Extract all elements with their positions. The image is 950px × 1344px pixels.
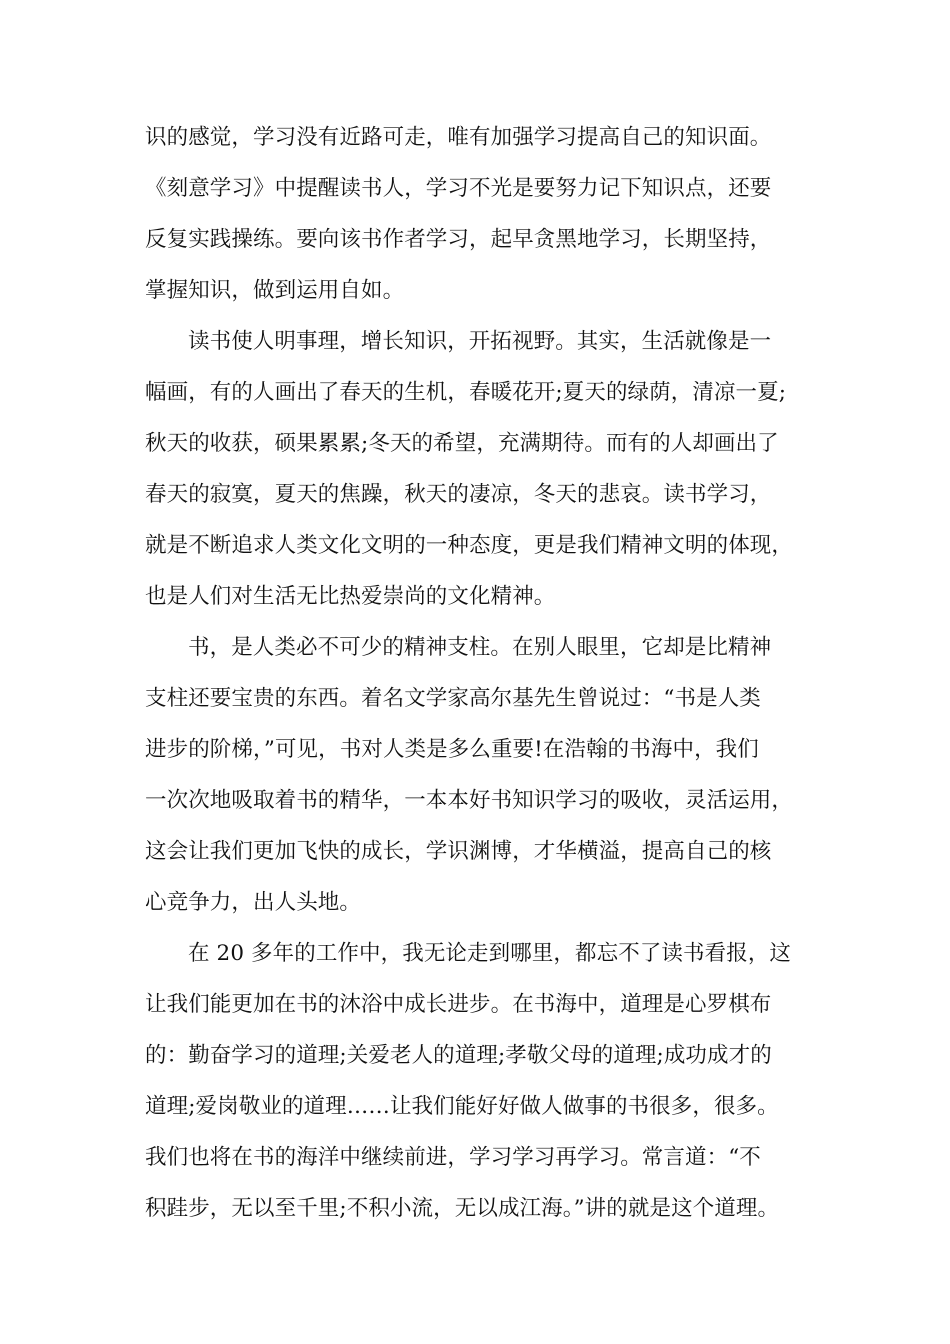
text-line: 幅画，有的人画出了春天的生机，春暖花开;夏天的绿荫，清凉一夏; [145, 380, 787, 405]
text-line: 秋天的收获，硕果累累;冬天的希望，充满期待。而有的人却画出了 [145, 431, 779, 456]
text-line: 进步的阶梯，”可见，书对人类是多么重要!在浩翰的书海中，我们 [145, 737, 759, 762]
text-line: 心竞争力，出人头地。 [145, 890, 362, 915]
text-line: 也是人们对生活无比热爱崇尚的文化精神。 [145, 584, 556, 609]
text-line: 积跬步，无以至千里;不积小流，无以成江海。”讲的就是这个道理。 [145, 1196, 780, 1221]
text-line: 书，是人类必不可少的精神支柱。在别人眼里，它却是比精神 [188, 635, 772, 660]
text-line: 《刻意学习》中提醒读书人，学习不光是要努力记下知识点，还要 [145, 176, 772, 201]
text-line: 道理;爱岗敬业的道理……让我们能好好做人做事的书很多，很多。 [145, 1094, 779, 1119]
text-line: 识的感觉，学习没有近路可走，唯有加强学习提高自己的知识面。 [145, 125, 772, 150]
text-line: 一次次地吸取着书的精华，一本本好书知识学习的吸收，灵活运用， [145, 788, 794, 813]
text-line: 读书使人明事理，增长知识，开拓视野。其实，生活就像是一 [188, 329, 772, 354]
text-line: 掌握知识，做到运用自如。 [145, 278, 405, 303]
text-line: 支柱还要宝贵的东西。着名文学家高尔基先生曾说过：“书是人类 [145, 686, 761, 711]
text-line: 春天的寂寞，夏天的焦躁，秋天的凄凉，冬天的悲哀。读书学习， [145, 482, 772, 507]
text-line: 在 20 多年的工作中，我无论走到哪里，都忘不了读书看报，这 [188, 941, 792, 966]
text-line: 就是不断追求人类文化文明的一种态度，更是我们精神文明的体现， [145, 533, 794, 558]
text-line: 我们也将在书的海洋中继续前进，学习学习再学习。常言道：“不 [145, 1145, 761, 1170]
text-line: 让我们能更加在书的沐浴中成长进步。在书海中，道理是心罗棋布 [145, 992, 772, 1017]
text-line: 这会让我们更加飞快的成长，学识渊博，才华横溢，提高自己的核 [145, 839, 772, 864]
text-line: 反复实践操练。要向该书作者学习，起早贪黑地学习，长期坚持， [145, 227, 772, 252]
text-line: 的：勤奋学习的道理;关爱老人的道理;孝敬父母的道理;成功成才的 [145, 1043, 772, 1068]
